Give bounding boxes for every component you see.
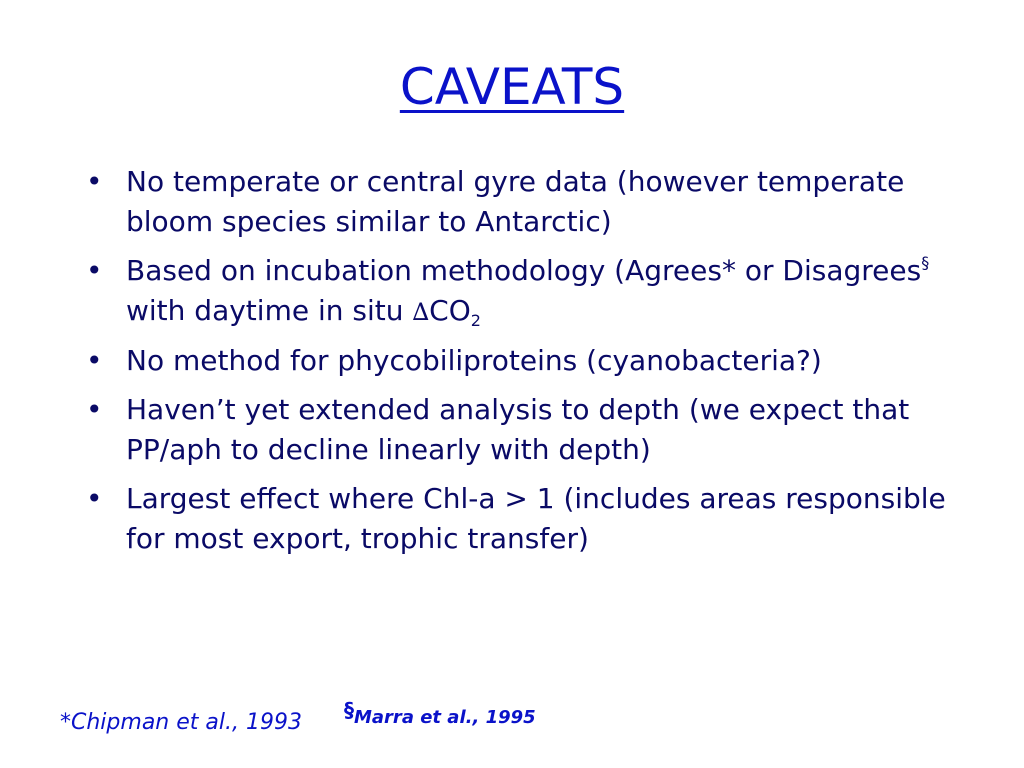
bullet-icon: • xyxy=(86,254,103,287)
chem-subscript: 2 xyxy=(470,311,481,330)
section-symbol: § xyxy=(344,698,354,722)
slide-title xyxy=(0,52,1024,122)
bullet-item xyxy=(80,390,980,470)
bullet-list xyxy=(80,162,980,568)
slide-title-text: CAVEATS xyxy=(399,58,625,116)
bullet-item xyxy=(80,162,980,242)
bullet-text: Haven’t yet extended analysis to depth (we expect that PP/aph to decline linearly with depth) xyxy=(126,393,910,466)
bullet-text: Largest effect where Chl-a > 1 (includes areas responsible for most export, trophic transfer) xyxy=(126,482,946,555)
delta-symbol: ∆ xyxy=(412,298,430,326)
bullet-icon: • xyxy=(86,482,103,515)
footnotes xyxy=(60,698,1000,748)
footnote-chipman: *Chipman et al., 1993 xyxy=(60,710,302,735)
bullet-text-cont: with daytime in situ xyxy=(126,294,413,327)
bullet-item xyxy=(80,251,980,332)
bullet-text: No temperate or central gyre data (however temperate bloom species similar to Antarctic) xyxy=(126,165,905,238)
bullet-icon: • xyxy=(86,393,103,426)
section-superscript: § xyxy=(921,253,930,272)
bullet-icon: • xyxy=(86,165,103,198)
bullet-icon: • xyxy=(86,344,103,377)
bullet-text: Based on incubation methodology (Agrees* or Disagrees xyxy=(126,254,922,287)
bullet-text: No method for phycobiliproteins (cyanobacteria?) xyxy=(126,344,822,377)
footnote-marra xyxy=(344,698,536,728)
bullet-item xyxy=(80,479,980,559)
bullet-item xyxy=(80,341,980,381)
footnote-marra-text: Marra et al., 1995 xyxy=(354,707,536,728)
chem-formula: CO xyxy=(429,294,471,327)
